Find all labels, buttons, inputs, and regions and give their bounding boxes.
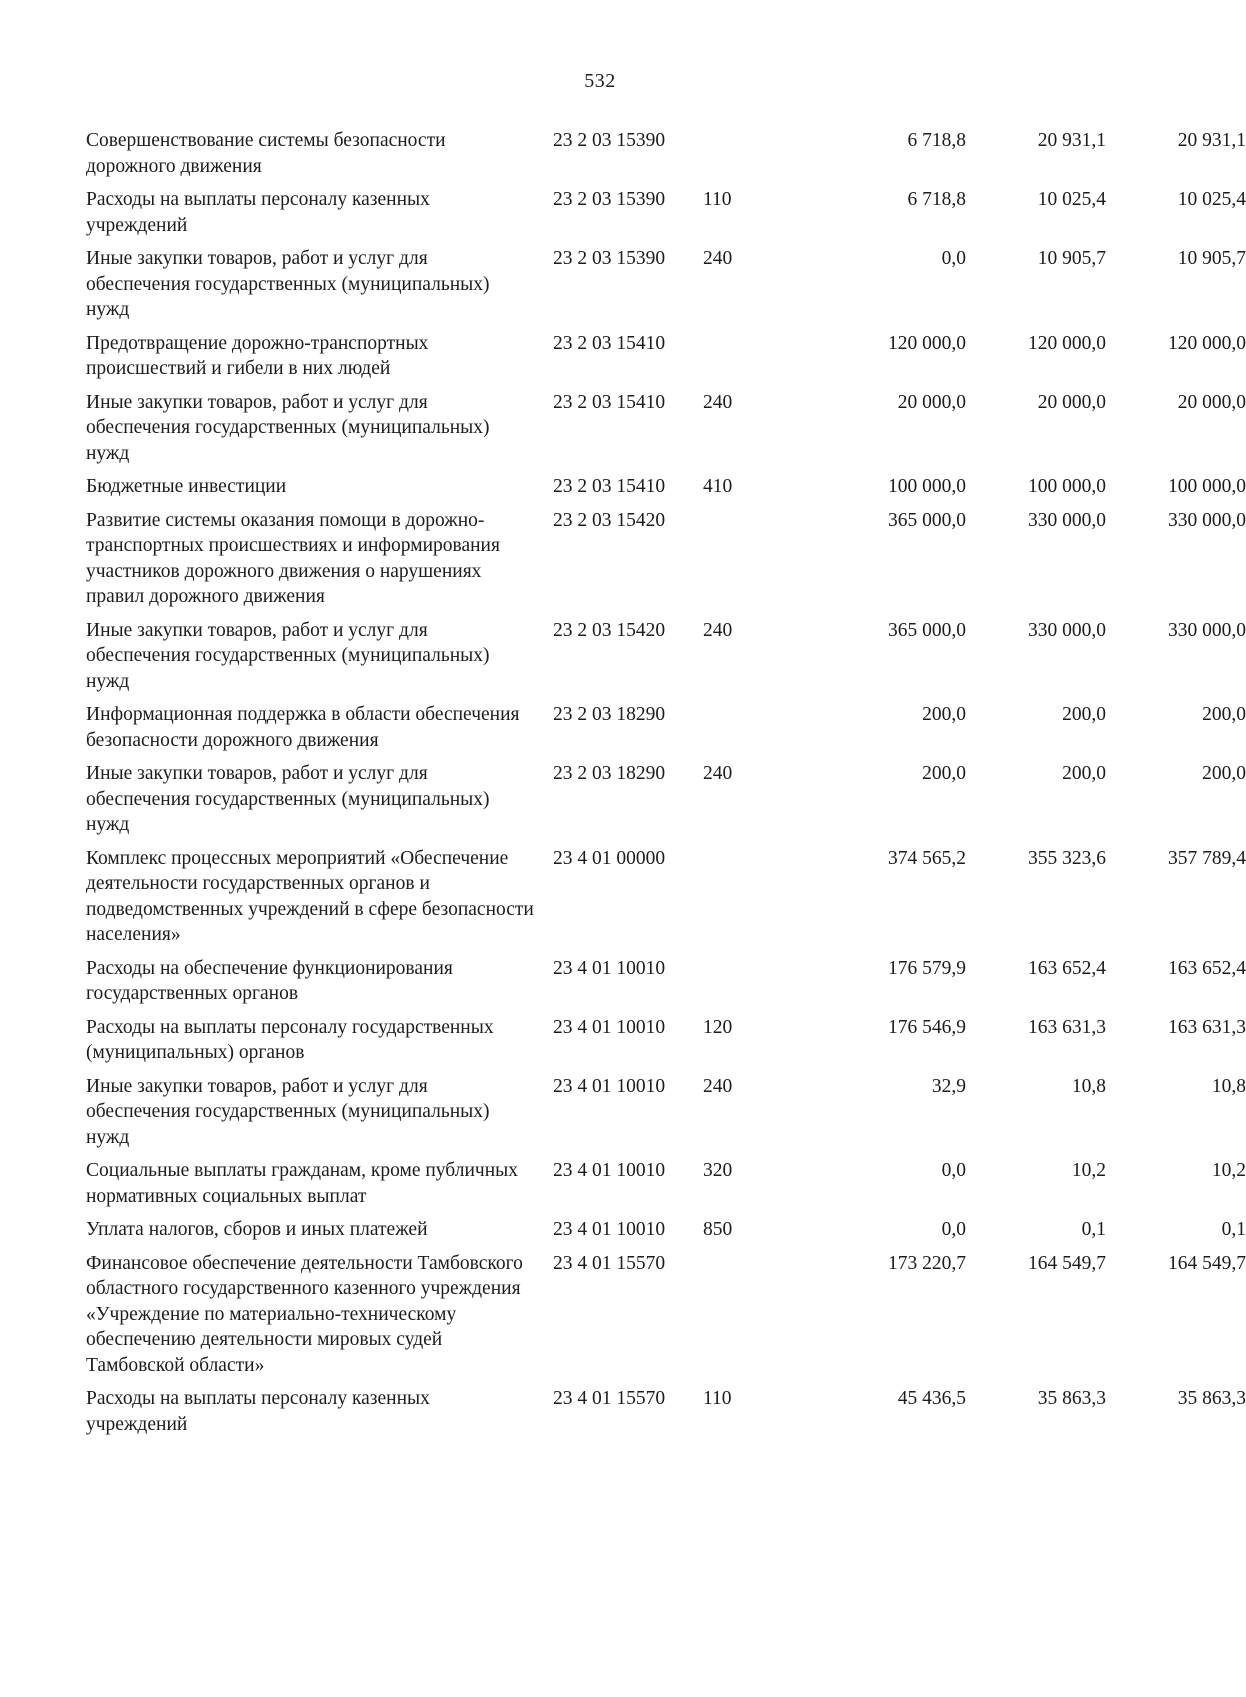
row-description: Комплекс процессных мероприятий «Обеспечение деятельности государственных органов и подведомственных учреждений в сфере безопасности населения» [86,847,534,945]
target-article-code: 23 4 01 10010 [553,1016,666,1038]
expense-type-code: 240 [703,248,733,269]
row-description: Уплата налогов, сборов и иных платежей [86,1219,428,1240]
amount-year-2: 200,0 [1062,763,1106,784]
amount-year-1: 176 579,9 [888,957,966,979]
amount-year-1: 0,0 [941,1160,966,1181]
row-description: Иные закупки товаров, работ и услуг для обеспечения государственных (муниципальных) нужд [86,619,490,692]
amount-year-2: 330 000,0 [1028,509,1106,531]
table-row [86,1217,1246,1243]
amount-year-3: 10,2 [1211,1160,1246,1181]
amount-year-2: 35 863,3 [1037,1388,1106,1409]
expense-type-code: 110 [703,189,732,210]
amount-year-1: 100 000,0 [888,476,966,497]
table-row [86,331,1246,382]
amount-year-3: 200,0 [1202,704,1246,725]
amount-year-3: 330 000,0 [1168,619,1246,641]
target-article-code: 23 2 03 15410 [553,391,666,413]
target-article-code: 23 4 01 15570 [553,1252,666,1274]
amount-year-1: 6 718,8 [907,130,966,151]
amount-year-3: 163 631,3 [1168,1016,1246,1038]
budget-table [86,128,1246,1445]
expense-type-code: 240 [703,1075,733,1097]
table-row [86,1074,1246,1151]
expense-type-code: 110 [703,1388,732,1409]
target-article-code: 23 2 03 15390 [553,189,666,210]
table-row [86,474,1246,500]
amount-year-1: 173 220,7 [888,1252,966,1274]
amount-year-2: 164 549,7 [1028,1252,1106,1274]
amount-year-1: 365 000,0 [888,509,966,531]
target-article-code: 23 4 01 15570 [553,1388,666,1409]
amount-year-3: 10 025,4 [1177,189,1246,210]
amount-year-1: 20 000,0 [897,391,966,413]
amount-year-3: 357 789,4 [1168,847,1246,869]
table-row [86,1015,1246,1066]
expense-type-code: 240 [703,763,733,784]
amount-year-2: 10 905,7 [1037,248,1106,269]
table-row [86,956,1246,1007]
row-description: Расходы на выплаты персоналу государственных (муниципальных) органов [86,1016,494,1063]
target-article-code: 23 2 03 15410 [553,332,666,354]
row-description: Предотвращение дорожно-транспортных происшествий и гибели в них людей [86,332,429,379]
amount-year-1: 374 565,2 [888,847,966,869]
amount-year-1: 200,0 [922,704,966,725]
row-description: Иные закупки товаров, работ и услуг для обеспечения государственных (муниципальных) нужд [86,763,490,835]
expense-type-code: 240 [703,619,733,641]
amount-year-1: 0,0 [941,1219,966,1240]
amount-year-3: 20 000,0 [1177,391,1246,413]
table-row [86,846,1246,948]
expense-type-code: 850 [703,1219,733,1240]
amount-year-3: 330 000,0 [1168,509,1246,531]
table-row [86,508,1246,610]
table-row [86,1251,1246,1379]
row-description: Социальные выплаты гражданам, кроме публичных нормативных социальных выплат [86,1160,518,1207]
row-description: Иные закупки товаров, работ и услуг для обеспечения государственных (муниципальных) нужд [86,391,490,464]
table-row [86,618,1246,695]
row-description: Информационная поддержка в области обеспечения безопасности дорожного движения [86,704,520,751]
table-row [86,246,1246,323]
amount-year-3: 100 000,0 [1168,476,1246,497]
target-article-code: 23 2 03 15410 [553,476,666,497]
amount-year-3: 10,8 [1211,1075,1246,1097]
amount-year-3: 10 905,7 [1177,248,1246,269]
row-description: Совершенствование системы безопасности дорожного движения [86,130,446,177]
row-description: Иные закупки товаров, работ и услуг для обеспечения государственных (муниципальных) нужд [86,1075,490,1148]
amount-year-1: 45 436,5 [897,1388,966,1409]
expense-type-code: 120 [703,1016,733,1038]
target-article-code: 23 4 01 00000 [553,847,666,869]
target-article-code: 23 4 01 10010 [553,1075,666,1097]
amount-year-1: 32,9 [931,1075,966,1097]
amount-year-2: 100 000,0 [1028,476,1106,497]
amount-year-2: 163 631,3 [1028,1016,1106,1038]
target-article-code: 23 2 03 18290 [553,763,666,784]
amount-year-1: 120 000,0 [888,332,966,354]
amount-year-3: 35 863,3 [1177,1388,1246,1409]
table-row [86,187,1246,238]
amount-year-2: 10,8 [1071,1075,1106,1097]
expense-type-code: 320 [703,1160,733,1181]
row-description: Иные закупки товаров, работ и услуг для обеспечения государственных (муниципальных) нужд [86,248,490,320]
row-description: Развитие системы оказания помощи в дорожно-транспортных происшествиях и информирования участников дорожного движения о нарушениях правил дорожного движения [86,509,500,607]
amount-year-3: 120 000,0 [1168,332,1246,354]
expense-type-code: 410 [703,476,733,497]
target-article-code: 23 4 01 10010 [553,1160,666,1181]
target-article-code: 23 2 03 18290 [553,704,666,725]
amount-year-3: 163 652,4 [1168,957,1246,979]
amount-year-2: 10 025,4 [1037,189,1106,210]
target-article-code: 23 2 03 15420 [553,619,666,641]
table-row [86,1386,1246,1437]
row-description: Финансовое обеспечение деятельности Тамбовского областного государственного казенного учреждения «Учреждение по материально-техническому обеспечению деятельности мировых судей Тамбовской области» [86,1252,523,1376]
table-row [86,1158,1246,1209]
amount-year-2: 200,0 [1062,704,1106,725]
amount-year-3: 200,0 [1202,763,1246,784]
amount-year-1: 200,0 [922,763,966,784]
target-article-code: 23 2 03 15390 [553,130,666,151]
amount-year-2: 355 323,6 [1028,847,1106,869]
amount-year-2: 163 652,4 [1028,957,1106,979]
row-description: Расходы на выплаты персоналу казенных учреждений [86,1388,430,1435]
amount-year-2: 20 000,0 [1037,391,1106,413]
row-description: Расходы на обеспечение функционирования государственных органов [86,957,453,1004]
table-row [86,761,1246,838]
amount-year-3: 0,1 [1221,1219,1246,1240]
table-row [86,390,1246,467]
amount-year-1: 0,0 [941,248,966,269]
amount-year-2: 10,2 [1071,1160,1106,1181]
table-row [86,702,1246,753]
target-article-code: 23 4 01 10010 [553,1219,666,1240]
amount-year-1: 6 718,8 [907,189,966,210]
row-description: Расходы на выплаты персоналу казенных учреждений [86,189,430,236]
row-description: Бюджетные инвестиции [86,476,287,497]
expense-type-code: 240 [703,391,733,413]
amount-year-3: 20 931,1 [1177,130,1246,151]
amount-year-2: 120 000,0 [1028,332,1106,354]
amount-year-2: 20 931,1 [1037,130,1106,151]
amount-year-2: 330 000,0 [1028,619,1106,641]
table-row [86,128,1246,179]
amount-year-2: 0,1 [1081,1219,1106,1240]
amount-year-1: 176 546,9 [888,1016,966,1038]
amount-year-1: 365 000,0 [888,619,966,641]
amount-year-3: 164 549,7 [1168,1252,1246,1274]
page-number: 532 [584,70,616,92]
target-article-code: 23 2 03 15390 [553,248,666,269]
target-article-code: 23 4 01 10010 [553,957,666,979]
target-article-code: 23 2 03 15420 [553,509,666,531]
